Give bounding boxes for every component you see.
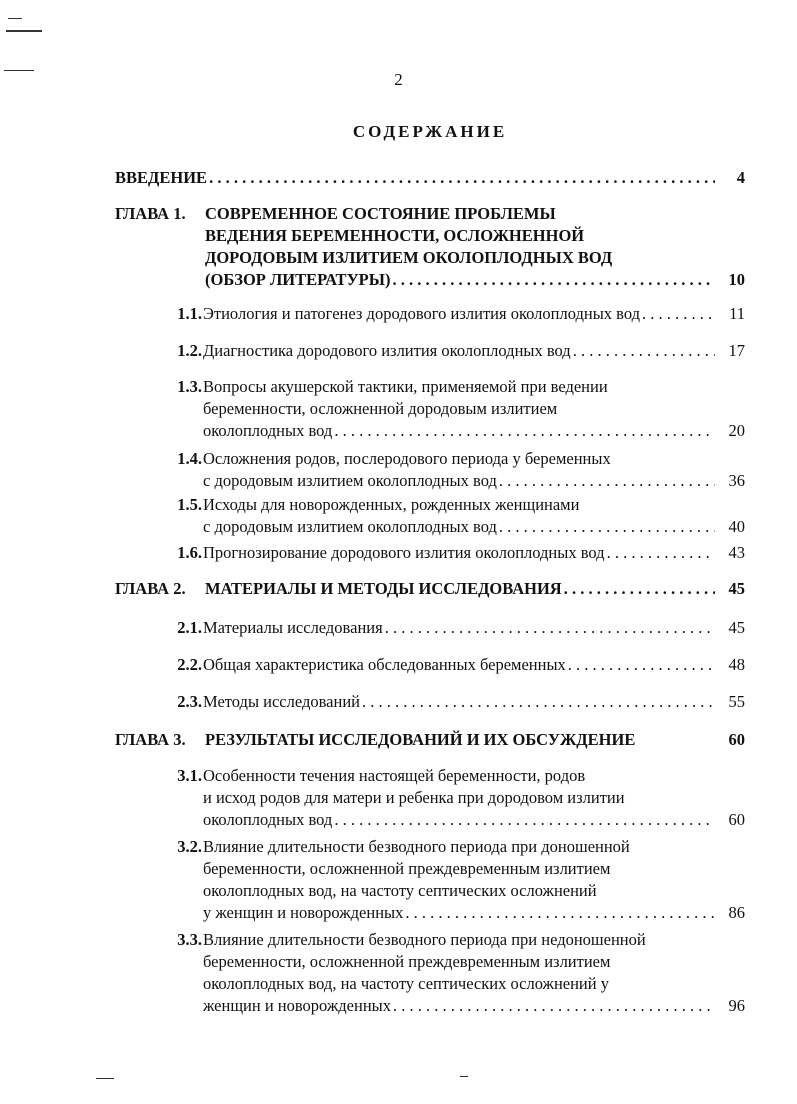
- leader-dots: [499, 516, 715, 538]
- section-title-line: Особенности течения настоящей беременности, родов: [203, 766, 586, 785]
- section-title-line: Влияние длительности безводного периода при доношенной: [203, 837, 630, 856]
- scan-mark: [8, 18, 22, 19]
- chapter-page: 60: [728, 730, 745, 749]
- section-number: 1.2.: [177, 341, 202, 360]
- toc-entry-1-4[interactable]: [170, 448, 745, 492]
- toc-entry-2-1[interactable]: [170, 617, 745, 639]
- scan-mark: [96, 1078, 114, 1079]
- section-page: 17: [728, 341, 745, 360]
- section-title-line: у женщин и новорожденных: [203, 903, 404, 922]
- chapter-title-line: ВЕДЕНИЯ БЕРЕМЕННОСТИ, ОСЛОЖНЕННОЙ: [205, 226, 585, 245]
- section-page: 40: [728, 517, 745, 536]
- leader-dots: [564, 578, 715, 600]
- section-number: 1.6.: [177, 543, 202, 562]
- section-title-line: Влияние длительности безводного периода при недоношенной: [203, 930, 646, 949]
- section-title-line: околоплодных вод: [203, 421, 333, 440]
- section-title-line: околоплодных вод: [203, 810, 333, 829]
- toc-entry-chapter-2[interactable]: [115, 578, 745, 600]
- section-number: 2.2.: [177, 655, 202, 674]
- toc-entry-1-1[interactable]: [170, 303, 745, 325]
- page-number: 2: [394, 70, 403, 89]
- section-title-line: женщин и новорожденных: [203, 996, 391, 1015]
- section-title-line: Общая характеристика обследованных беременных: [203, 655, 566, 674]
- leader-dots: [499, 470, 715, 492]
- leader-dots: [334, 809, 715, 831]
- section-number: 1.5.: [177, 495, 202, 514]
- section-title-line: Материалы исследования: [203, 618, 383, 637]
- scan-mark: [6, 30, 42, 32]
- leader-dots: [405, 902, 715, 924]
- section-title-line: Этиология и патогенез дородового излития околоплодных вод: [203, 304, 641, 323]
- leader-dots: [385, 617, 715, 639]
- leader-dots: [362, 691, 715, 713]
- toc-entry-1-2[interactable]: [170, 340, 745, 362]
- leader-dots: [568, 654, 715, 676]
- toc-entry-1-3[interactable]: [170, 376, 745, 442]
- toc-entry-3-3[interactable]: [170, 929, 745, 1017]
- section-page: 55: [728, 692, 745, 711]
- chapter-number: ГЛАВА 2.: [115, 579, 186, 598]
- section-title-line: беременности, осложненной дородовым излитием: [203, 399, 558, 418]
- section-page: 48: [728, 655, 745, 674]
- toc-entry-3-2[interactable]: [170, 836, 745, 924]
- section-title-line: с дородовым излитием околоплодных вод: [203, 517, 497, 536]
- toc-entry-2-2[interactable]: [170, 654, 745, 676]
- section-title-line: околоплодных вод, на частоту септических осложнений: [203, 881, 597, 900]
- section-number: 3.1.: [177, 766, 202, 785]
- section-page: 45: [728, 618, 745, 637]
- section-number: 3.3.: [177, 930, 202, 949]
- section-title-line: Исходы для новорожденных, рожденных женщинами: [203, 495, 580, 514]
- section-number: 2.1.: [177, 618, 202, 637]
- chapter-title-line: РЕЗУЛЬТАТЫ ИССЛЕДОВАНИЙ И ИХ ОБСУЖДЕНИЕ: [205, 730, 636, 749]
- chapter-number: ГЛАВА 1.: [115, 204, 186, 223]
- toc-entry-3-1[interactable]: [170, 765, 745, 831]
- section-number: 2.3.: [177, 692, 202, 711]
- section-page: 11: [729, 304, 745, 323]
- section-page: 86: [728, 903, 745, 922]
- section-title-line: Диагностика дородового излития околоплодных вод: [203, 341, 571, 360]
- toc-entry-intro[interactable]: [115, 167, 745, 189]
- leader-dots: [209, 167, 715, 189]
- chapter-number: ГЛАВА 3.: [115, 730, 186, 749]
- section-number: 3.2.: [177, 837, 202, 856]
- section-page: 20: [728, 421, 745, 440]
- toc-entry-2-3[interactable]: [170, 691, 745, 713]
- toc-entry-1-6[interactable]: [170, 542, 745, 564]
- section-number: 1.4.: [177, 449, 202, 468]
- leader-dots: [392, 269, 715, 291]
- page-title: СОДЕРЖАНИЕ: [352, 122, 508, 141]
- section-title-line: беременности, осложненной преждевременным излитием: [203, 859, 611, 878]
- chapter-title-line: ДОРОДОВЫМ ИЗЛИТИЕМ ОКОЛОПЛОДНЫХ ВОД: [205, 248, 613, 267]
- section-title-line: Вопросы акушерской тактики, применяемой при ведении: [203, 377, 608, 396]
- intro-page: 4: [736, 168, 745, 187]
- toc-entry-chapter-3[interactable]: [115, 729, 745, 751]
- section-page: 60: [728, 810, 745, 829]
- leader-dots: [393, 995, 715, 1017]
- intro-label: ВВЕДЕНИЕ: [115, 168, 208, 187]
- toc-entry-chapter-1[interactable]: [115, 203, 745, 291]
- leader-dots: [642, 303, 715, 325]
- section-page: 43: [728, 543, 745, 562]
- leader-dots: [607, 542, 715, 564]
- toc-entry-1-5[interactable]: [170, 494, 745, 538]
- chapter-title-line: СОВРЕМЕННОЕ СОСТОЯНИЕ ПРОБЛЕМЫ: [205, 204, 556, 223]
- section-title-line: Осложнения родов, послеродового периода у беременных: [203, 449, 611, 468]
- section-title-line: Прогнозирование дородового излития околоплодных вод: [203, 543, 605, 562]
- chapter-title-line: МАТЕРИАЛЫ И МЕТОДЫ ИССЛЕДОВАНИЯ: [205, 579, 562, 598]
- leader-dots: [573, 340, 715, 362]
- section-page: 36: [728, 471, 745, 490]
- section-page: 96: [728, 996, 745, 1015]
- chapter-page: 10: [728, 270, 745, 289]
- chapter-title-line: (ОБЗОР ЛИТЕРАТУРЫ): [205, 270, 391, 289]
- leader-dots: [334, 420, 715, 442]
- section-title-line: Методы исследований: [203, 692, 360, 711]
- section-title-line: и исход родов для матери и ребенка при дородовом излитии: [203, 788, 625, 807]
- chapter-page: 45: [728, 579, 745, 598]
- section-title-line: с дородовым излитием околоплодных вод: [203, 471, 497, 490]
- section-title-line: околоплодных вод, на частоту септических осложнений у: [203, 974, 609, 993]
- scan-mark: [460, 1076, 468, 1077]
- section-title-line: беременности, осложненной преждевременным излитием: [203, 952, 611, 971]
- section-number: 1.1.: [177, 304, 202, 323]
- section-number: 1.3.: [177, 377, 202, 396]
